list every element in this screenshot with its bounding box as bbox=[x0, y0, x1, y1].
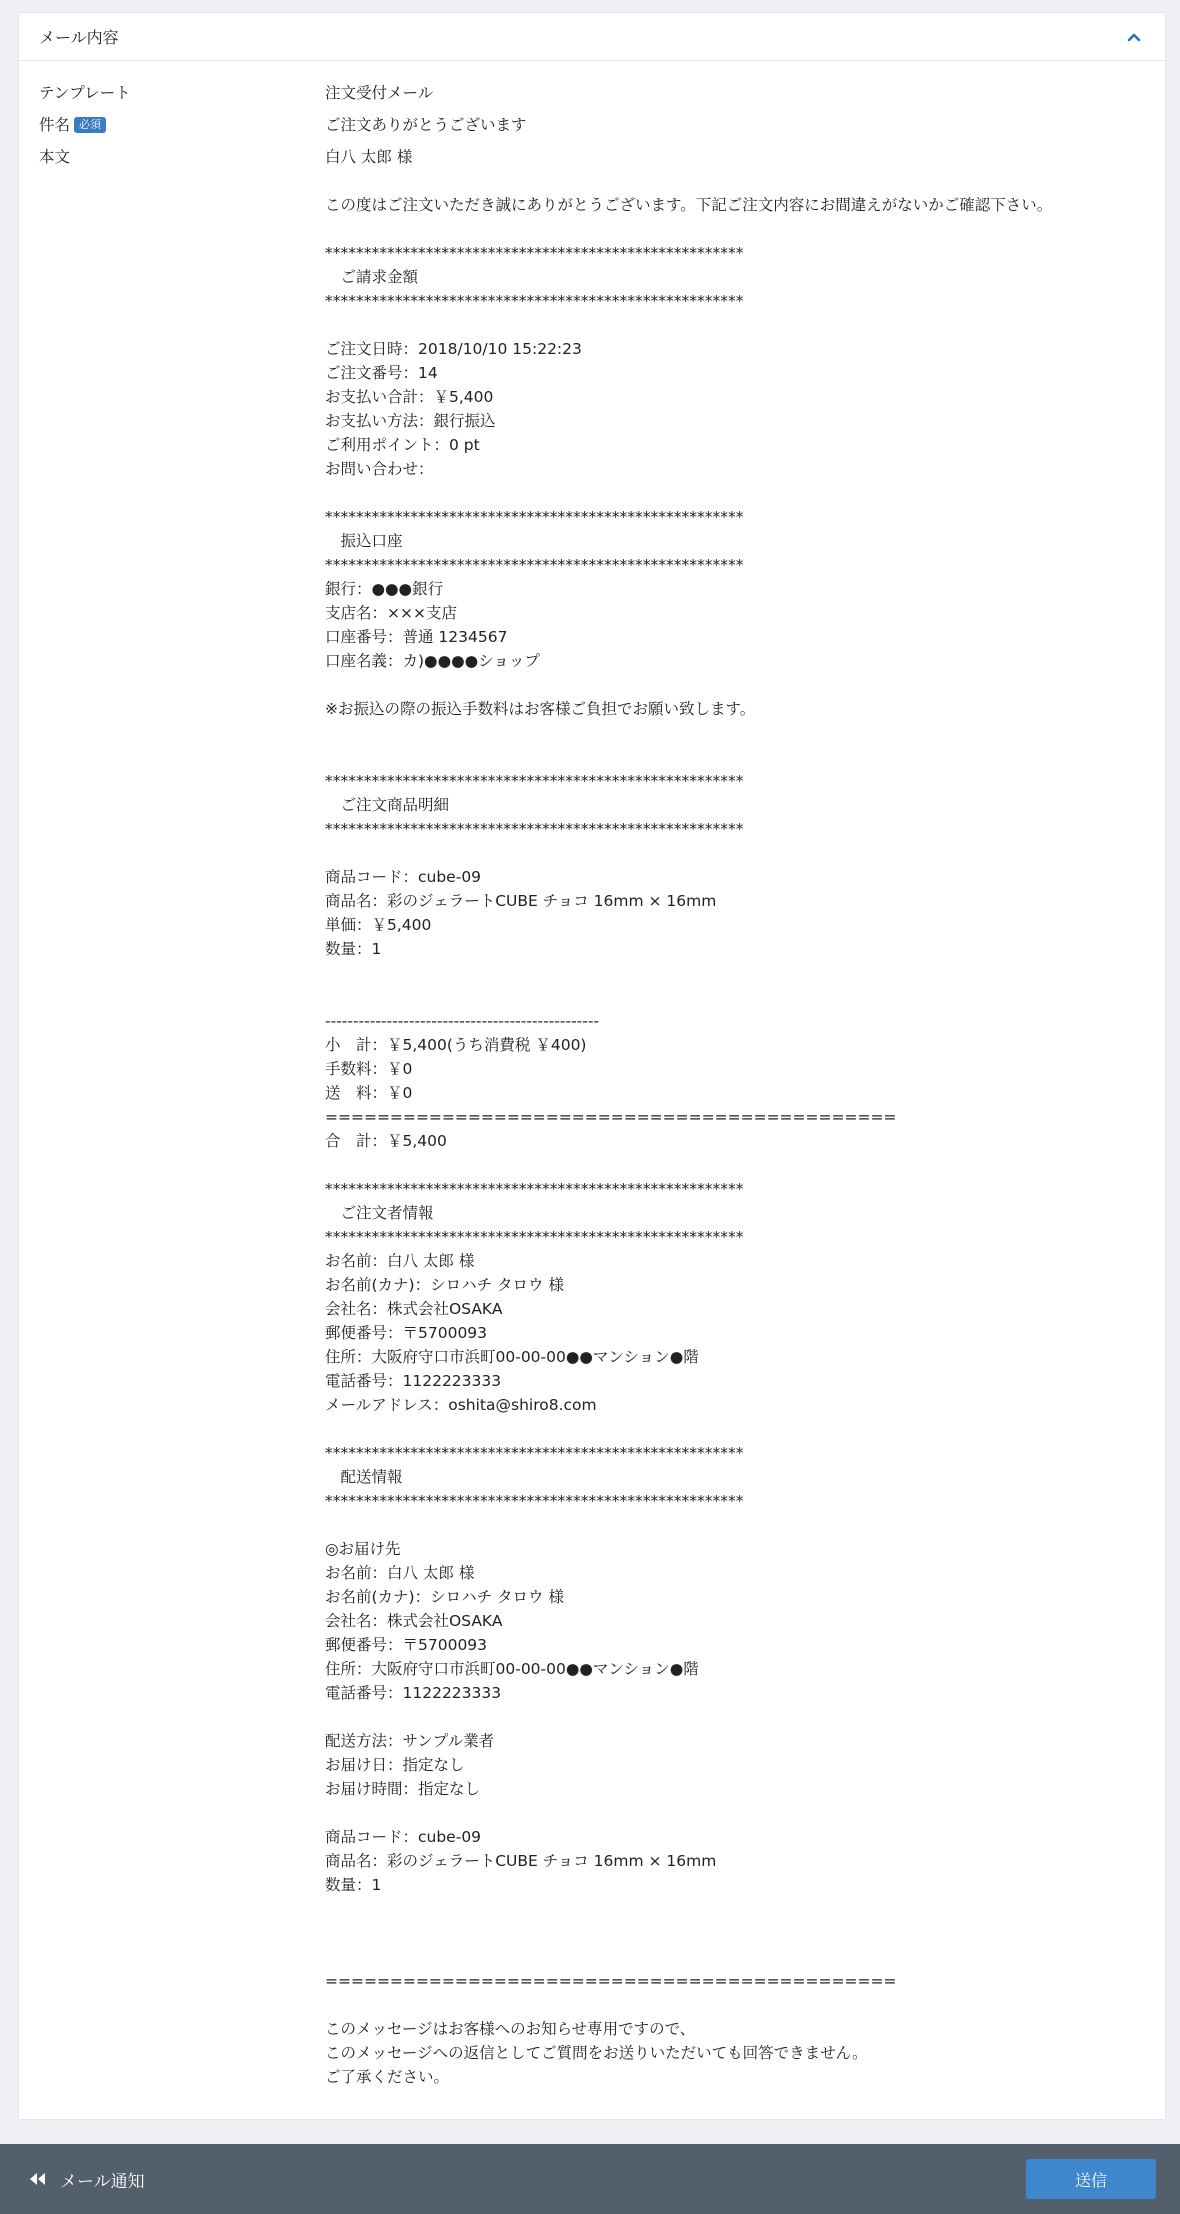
template-label: テンプレート bbox=[39, 84, 131, 102]
chevron-up-icon bbox=[1127, 32, 1141, 42]
body-line: ご注文日時：2018/10/10 15:22:23 bbox=[325, 340, 582, 358]
body-line: 口座名義：カ)●●●●ショップ bbox=[325, 652, 540, 670]
template-row bbox=[39, 81, 1145, 105]
subject-label-wrap bbox=[39, 113, 325, 137]
body-line bbox=[325, 1801, 1145, 1825]
body-line: この度はご注文いただき誠にありがとうございます。下記ご注文内容にお間違えがないかご確認下さい。 bbox=[325, 196, 1053, 214]
body-line: お名前：白八 太郎 様 bbox=[325, 1252, 475, 1270]
body-line: ご注文番号：14 bbox=[325, 364, 438, 382]
body-line: 銀行：●●●銀行 bbox=[325, 580, 444, 598]
body-line: 郵便番号：〒5700093 bbox=[325, 1636, 488, 1654]
body-line: ****************************************************** bbox=[325, 1492, 744, 1510]
body-line: ****************************************************** bbox=[325, 820, 744, 838]
body-line: お名前(カナ)：シロハチ タロウ 様 bbox=[325, 1588, 564, 1606]
body-line: ご利用ポイント：0 pt bbox=[325, 436, 480, 454]
body-line: お届け時間：指定なし bbox=[325, 1780, 481, 1798]
back-to-mail-notification[interactable] bbox=[28, 2167, 145, 2192]
body-line: ****************************************************** bbox=[325, 772, 744, 790]
body-line: 合 計：￥5,400 bbox=[325, 1132, 447, 1150]
body-line bbox=[325, 1705, 1145, 1729]
send-button[interactable]: 送信 bbox=[1026, 2159, 1156, 2199]
body-line bbox=[325, 217, 1145, 241]
body-line: お支払い合計：￥5,400 bbox=[325, 388, 494, 406]
body-line: 商品名：彩のジェラートCUBE チョコ 16mm × 16mm bbox=[325, 1852, 717, 1870]
body-line bbox=[325, 1153, 1145, 1177]
body-line bbox=[325, 1897, 1145, 1921]
card-body bbox=[19, 61, 1165, 2089]
body-line: ------------------------------------------------- bbox=[325, 1012, 600, 1030]
body-line: 配送情報 bbox=[325, 1468, 403, 1486]
body-line: お問い合わせ： bbox=[325, 460, 434, 478]
body-line: このメッセージはお客様へのお知らせ専用ですので、 bbox=[325, 2020, 696, 2038]
body-line: ============================================ bbox=[325, 1972, 897, 1990]
template-value[interactable]: 注文受付メール bbox=[325, 84, 434, 102]
body-label: 本文 bbox=[39, 148, 71, 166]
body-line bbox=[325, 985, 1145, 1009]
body-line bbox=[325, 673, 1145, 697]
body-line: 商品コード：cube-09 bbox=[325, 1828, 482, 1846]
double-chevron-left-icon bbox=[28, 2171, 48, 2187]
body-line: ============================================ bbox=[325, 1108, 897, 1126]
body-line: メールアドレス：oshita@shiro8.com bbox=[325, 1396, 597, 1414]
card-header bbox=[19, 13, 1165, 61]
body-line: 電話番号：1122223333 bbox=[325, 1372, 502, 1390]
body-line: ※お振込の際の振込手数料はお客様ご負担でお願い致します。 bbox=[325, 700, 756, 718]
body-line: 数量：1 bbox=[325, 940, 382, 958]
body-line: 手数料：￥0 bbox=[325, 1060, 413, 1078]
body-line bbox=[325, 1945, 1145, 1969]
body-line: ****************************************************** bbox=[325, 244, 744, 262]
body-line: ご注文者情報 bbox=[325, 1204, 434, 1222]
body-line: 会社名：株式会社OSAKA bbox=[325, 1612, 503, 1630]
body-line: ****************************************************** bbox=[325, 1180, 744, 1198]
mail-content-card bbox=[18, 12, 1166, 2120]
body-line: ****************************************************** bbox=[325, 508, 744, 526]
body-line bbox=[325, 313, 1145, 337]
card-title: メール内容 bbox=[39, 28, 119, 47]
body-line: 白八 太郎 様 bbox=[325, 148, 413, 166]
body-line bbox=[325, 481, 1145, 505]
body-row bbox=[39, 145, 1145, 2089]
body-line: お届け日：指定なし bbox=[325, 1756, 465, 1774]
body-line: 小 計：￥5,400(うち消費税 ￥400) bbox=[325, 1036, 587, 1054]
body-line: ****************************************************** bbox=[325, 292, 744, 310]
body-line: ご了承ください。 bbox=[325, 2068, 450, 2086]
subject-row bbox=[39, 113, 1145, 137]
body-line: ****************************************************** bbox=[325, 1228, 744, 1246]
body-line: 単価：￥5,400 bbox=[325, 916, 432, 934]
body-line bbox=[325, 841, 1145, 865]
body-line: お支払い方法：銀行振込 bbox=[325, 412, 496, 430]
body-line: 住所：大阪府守口市浜町00-00-00●●マンション●階 bbox=[325, 1660, 699, 1678]
body-line: 住所：大阪府守口市浜町00-00-00●●マンション●階 bbox=[325, 1348, 699, 1366]
body-line: 送 料：￥0 bbox=[325, 1084, 413, 1102]
body-text[interactable] bbox=[325, 145, 1145, 2089]
required-badge: 必須 bbox=[74, 117, 106, 133]
body-line bbox=[325, 1993, 1145, 2017]
body-line: ****************************************************** bbox=[325, 556, 744, 574]
body-line: お名前(カナ)：シロハチ タロウ 様 bbox=[325, 1276, 564, 1294]
body-line bbox=[325, 1513, 1145, 1537]
body-line: ご注文商品明細 bbox=[325, 796, 450, 814]
body-line bbox=[325, 1921, 1145, 1945]
footer-bar bbox=[0, 2144, 1180, 2214]
body-line: 商品名：彩のジェラートCUBE チョコ 16mm × 16mm bbox=[325, 892, 717, 910]
body-line: 商品コード：cube-09 bbox=[325, 868, 482, 886]
body-line: 支店名：×××支店 bbox=[325, 604, 457, 622]
body-line bbox=[325, 961, 1145, 985]
subject-value[interactable]: ご注文ありがとうございます bbox=[325, 116, 527, 134]
body-line: 配送方法：サンプル業者 bbox=[325, 1732, 495, 1750]
subject-label: 件名 bbox=[39, 116, 71, 134]
back-label: メール通知 bbox=[60, 2171, 145, 2192]
body-line: このメッセージへの返信としてご質問をお送りいただいても回答できません。 bbox=[325, 2044, 868, 2062]
body-line: 数量：1 bbox=[325, 1876, 382, 1894]
collapse-toggle[interactable] bbox=[1123, 26, 1145, 48]
body-line: ◎お届け先 bbox=[325, 1540, 401, 1558]
body-line bbox=[325, 745, 1145, 769]
body-line bbox=[325, 721, 1145, 745]
body-line: 会社名：株式会社OSAKA bbox=[325, 1300, 503, 1318]
body-line bbox=[325, 169, 1145, 193]
body-line: 電話番号：1122223333 bbox=[325, 1684, 502, 1702]
body-line: ****************************************************** bbox=[325, 1444, 744, 1462]
body-line: お名前：白八 太郎 様 bbox=[325, 1564, 475, 1582]
body-line: 口座番号：普通 1234567 bbox=[325, 628, 508, 646]
body-line: 郵便番号：〒5700093 bbox=[325, 1324, 488, 1342]
body-line: ご請求金額 bbox=[325, 268, 419, 286]
body-line bbox=[325, 1417, 1145, 1441]
body-line: 振込口座 bbox=[325, 532, 403, 550]
